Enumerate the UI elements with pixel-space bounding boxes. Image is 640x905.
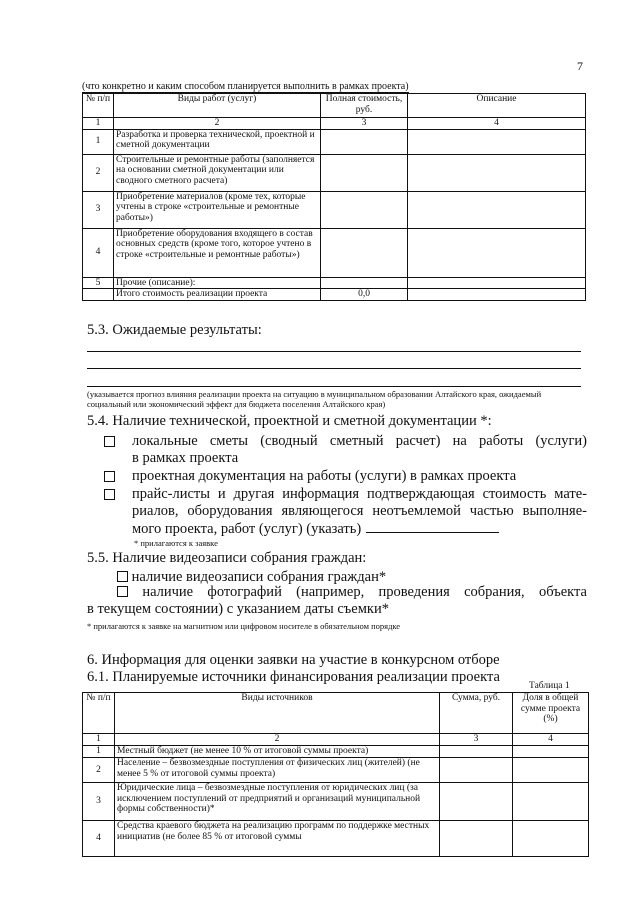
sum-cell (440, 821, 513, 857)
specify-field[interactable] (366, 520, 499, 533)
total-label: Итого стоимость реализации проекта (114, 289, 321, 301)
row-number: 4 (83, 821, 115, 857)
table-row (83, 191, 586, 228)
row-number: 1 (83, 746, 115, 758)
row-text: Строительные и ремонтные работы (заполняется на основании сметной документации или сводного сметного расчета) (114, 154, 321, 191)
row-number: 2 (83, 758, 115, 783)
total-num-cell (83, 289, 114, 301)
row-text: Юридические лица – безвозмездные поступления от юридических лиц (за исключением поступлений от предприятий и организаций муниципальной формы собственности)* (115, 783, 440, 821)
section-5-3-note: (указывается прогноз влияния реализации проекта на ситуацию в муниципальном образовании Алтайского края, ожидаемый социальный или экономический эффект для бюджета поселения Алтайского края) (87, 389, 542, 409)
table2-colnum-row (83, 734, 589, 746)
table-row (83, 746, 589, 758)
s55-item2-line1 (117, 584, 587, 601)
cost-cell (321, 154, 408, 191)
answer-line (87, 386, 581, 387)
table1-caption-text: (что конкретно и каким способом планируется выполнить в рамках проекта) (82, 81, 409, 92)
s54-item1-line1: локальные сметы (сводный сметный расчет) на работы (услуги) (132, 433, 587, 449)
table-label: Таблица 1 (529, 681, 570, 691)
checkbox[interactable] (117, 571, 128, 582)
s54-item3-line3-text: мого проекта, работ (услуг) (указать) (132, 521, 362, 537)
s55-item2-line2: в текущем состоянии) с указанием даты съемки* (87, 601, 389, 617)
s55-item2-line1-text: наличие фотографий (например, проведения собрания, объекта (142, 584, 587, 600)
row-text: Прочие (описание): (114, 277, 321, 289)
table1-header-num: № п/п (83, 94, 114, 118)
description-cell (408, 154, 586, 191)
table1-header-description: Описание (408, 94, 586, 118)
cost-cell (321, 129, 408, 154)
row-text: Разработка и проверка технической, проектной и сметной документации (114, 129, 321, 154)
table1-total-row (83, 289, 586, 301)
s54-item-local-estimates (104, 433, 587, 467)
share-cell (513, 821, 589, 857)
colnum: 2 (114, 118, 321, 130)
section-5-4-title: 5.4. Наличие технической, проектной и сметной документации *: (87, 413, 492, 429)
description-cell (408, 277, 586, 289)
colnum: 1 (83, 118, 114, 130)
table2-header-sum: Сумма, руб. (440, 693, 513, 734)
colnum: 3 (321, 118, 408, 130)
table1-header-cost: Полная стоимость, руб. (321, 94, 408, 118)
row-text: Приобретение оборудования входящего в состав основных средств (кроме того, которое учтено в строке «строительные и ремонтные работы») (114, 228, 321, 277)
description-cell (408, 191, 586, 228)
page-number: 7 (577, 59, 583, 73)
share-cell (513, 758, 589, 783)
table1-colnum-row (83, 118, 586, 130)
table2-header-share: Доля в общей сумме проекта (%) (513, 693, 589, 734)
s54-item3-line3 (132, 520, 587, 538)
colnum: 2 (115, 734, 440, 746)
table-row (83, 277, 586, 289)
cost-cell (321, 228, 408, 277)
checkbox[interactable] (117, 586, 128, 597)
section-6-1-title: 6.1. Планируемые источники финансирования реализации проекта (87, 669, 500, 685)
s54-item3-line1: прайс-листы и другая информация подтверждающая стоимость мате- (132, 486, 587, 502)
answer-line (87, 351, 581, 352)
row-number: 3 (83, 783, 115, 821)
colnum: 3 (440, 734, 513, 746)
row-number: 4 (83, 228, 114, 277)
s54-item1-line2: в рамках проекта (132, 450, 239, 466)
checkbox[interactable] (104, 436, 115, 447)
row-text: Приобретение материалов (кроме тех, которые учтены в строке «строительные и ремонтные работы») (114, 191, 321, 228)
row-number: 1 (83, 129, 114, 154)
answer-line (87, 368, 581, 369)
s54-item2-line1: проектная документация на работы (услуги) в рамках проекта (132, 468, 517, 484)
funding-table (82, 692, 589, 857)
s54-item3-line2: риалов, оборудования являющегося неотъемлемой частью выполняе- (132, 503, 587, 519)
table-row (83, 129, 586, 154)
description-cell (408, 228, 586, 277)
table-row (83, 154, 586, 191)
section-5-3-title: 5.3. Ожидаемые результаты: (87, 322, 262, 338)
table-row (83, 228, 586, 277)
table1-caption (82, 81, 442, 92)
table-row (83, 783, 589, 821)
cost-cell (321, 191, 408, 228)
description-cell (408, 129, 586, 154)
total-value: 0,0 (321, 289, 408, 301)
checkbox[interactable] (104, 471, 115, 482)
works-table (82, 93, 586, 301)
row-text: Население – безвозмездные поступления от физических лиц (жителей) (не менее 5 % от итоговой суммы проекта) (115, 758, 440, 783)
sum-cell (440, 758, 513, 783)
s54-item-price-lists (104, 486, 587, 538)
table2-header-row (83, 693, 589, 734)
s55-item-photos (87, 584, 587, 618)
sum-cell (440, 783, 513, 821)
section-5-5-title: 5.5. Наличие видеозаписи собрания граждан: (87, 550, 367, 566)
s55-footnote: * прилагаются к заявке на магнитном или цифровом носителе в обязательном порядке (87, 621, 401, 631)
table1-header-row (83, 94, 586, 118)
s54-footnote: * прилагаются к заявке (134, 538, 218, 548)
colnum: 4 (513, 734, 589, 746)
s54-item-project-docs (104, 468, 587, 485)
table-row (83, 821, 589, 857)
row-number: 5 (83, 277, 114, 289)
cost-cell (321, 277, 408, 289)
table-row (83, 758, 589, 783)
table2-header-num: № п/п (83, 693, 115, 734)
colnum: 4 (408, 118, 586, 130)
s55-item1-text: наличие видеозаписи собрания граждан* (131, 569, 387, 585)
sum-cell (440, 746, 513, 758)
table1-header-works: Виды работ (услуг) (114, 94, 321, 118)
share-cell (513, 783, 589, 821)
total-description-cell (408, 289, 586, 301)
table2-header-sources: Виды источников (115, 693, 440, 734)
section-6-title: 6. Информация для оценки заявки на участие в конкурсном отборе (87, 652, 500, 668)
checkbox[interactable] (104, 489, 115, 500)
share-cell (513, 746, 589, 758)
row-text: Местный бюджет (не менее 10 % от итоговой суммы проекта) (115, 746, 440, 758)
row-text: Средства краевого бюджета на реализацию программ по поддержке местных инициатив (не более 85 % от итоговой суммы (115, 821, 440, 857)
row-number: 2 (83, 154, 114, 191)
row-number: 3 (83, 191, 114, 228)
colnum: 1 (83, 734, 115, 746)
